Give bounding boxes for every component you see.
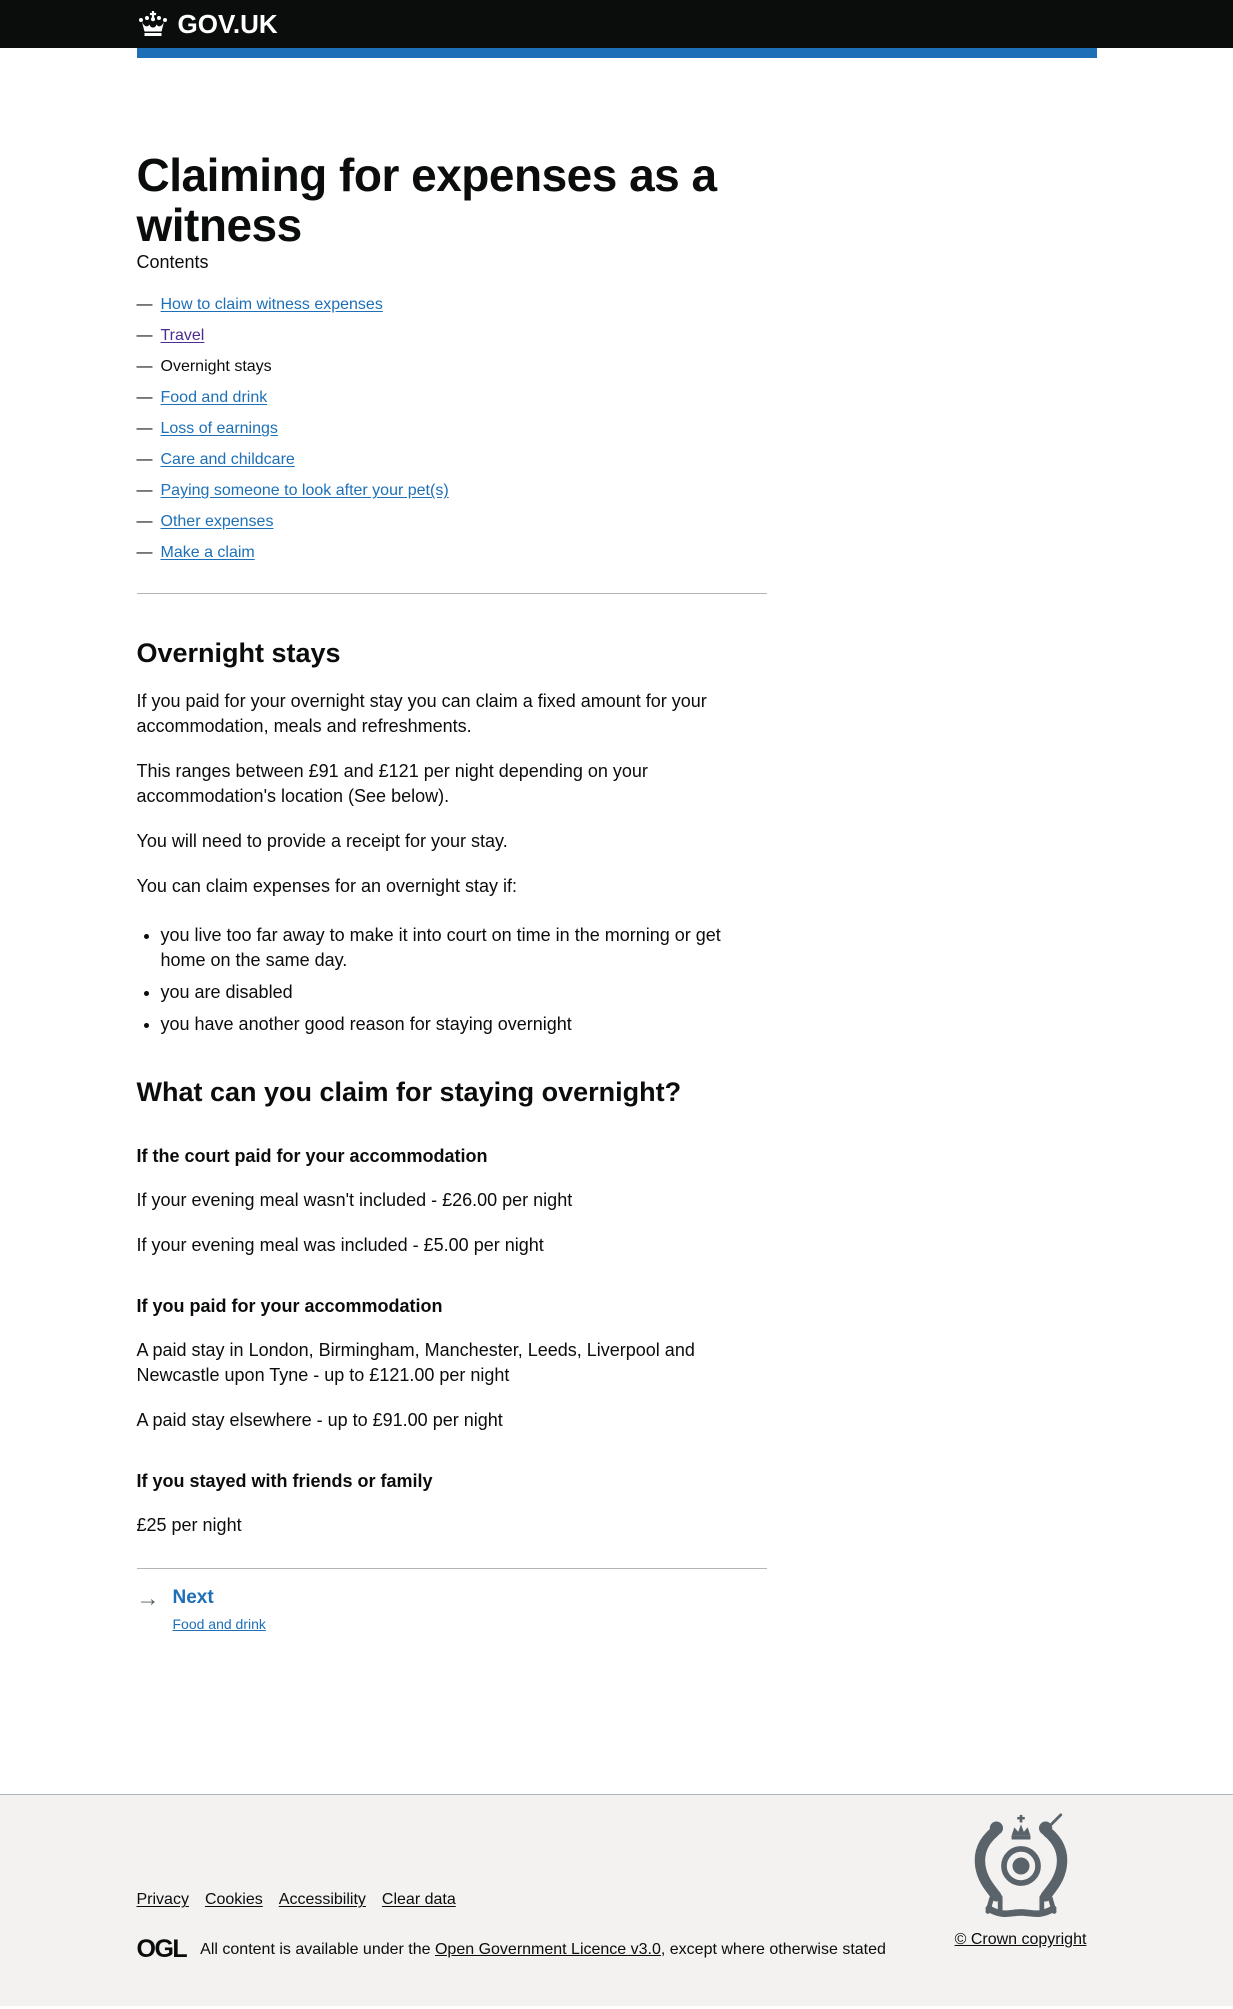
paragraph: You will need to provide a receipt for your stay.: [136, 831, 508, 852]
claim-group-heading: If you paid for your accommodation: [136, 1296, 443, 1317]
ogl-licence-link[interactable]: Open Government Licence v3.0: [434, 1940, 661, 1958]
contents-link[interactable]: How to claim witness expenses: [160, 296, 383, 314]
contents-link[interactable]: Care and childcare: [160, 451, 295, 469]
subsection-heading: What can you claim for staying overnight?: [136, 1077, 682, 1108]
pagination-labels: [173, 1587, 266, 1634]
pagination-divider: [137, 1568, 767, 1569]
arrow-right-icon: →: [136, 1585, 160, 1612]
licence-prefix: All content is available under the: [200, 1940, 435, 1958]
dash: —: [136, 544, 153, 562]
licence-suffix: , except where otherwise stated: [660, 1940, 886, 1958]
contents-current-page: Overnight stays: [160, 358, 272, 376]
contents-link[interactable]: Food and drink: [160, 389, 268, 407]
licence-text: [200, 1941, 886, 1959]
claim-group-heading: If the court paid for your accommodation: [136, 1146, 488, 1167]
section-heading: Overnight stays: [136, 638, 341, 669]
claim-groups: [137, 1144, 767, 1538]
crown-icon: [137, 11, 169, 37]
paragraph: This ranges between £91 and £121 per night depending on your accommodation's location (See below).: [136, 761, 648, 807]
bullet-item: • you have another good reason for staying overnight: [161, 1012, 767, 1037]
pagination-next[interactable]: [137, 1587, 767, 1634]
bullet-list: [137, 923, 767, 1037]
dash: —: [136, 358, 153, 376]
crown-copyright-link[interactable]: © Crown copyright: [954, 1931, 1087, 1949]
dash: —: [136, 327, 153, 345]
contents-item: [137, 388, 767, 408]
page-title: Claiming for expenses as a witness: [136, 149, 717, 252]
next-link[interactable]: Next: [172, 1587, 214, 1609]
footer-link[interactable]: Cookies: [204, 1891, 263, 1909]
paragraph: £25 per night: [136, 1515, 242, 1536]
dash: —: [136, 389, 153, 407]
contents-label: Contents: [136, 252, 209, 273]
contents-item: [137, 419, 767, 439]
contents-link[interactable]: Paying someone to look after your pet(s): [160, 482, 449, 500]
contents-item: [137, 357, 767, 377]
govuk-footer: [0, 1794, 1233, 2006]
govuk-header: [0, 0, 1233, 48]
contents-link[interactable]: Loss of earnings: [160, 420, 278, 438]
contents-list: [137, 295, 767, 563]
contents-item: [137, 295, 767, 315]
section-divider: [137, 593, 767, 594]
govuk-logo-text: GOV.UK: [177, 8, 278, 39]
bullet-item: • you live too far away to make it into court on time in the morning or get home on the same day.: [161, 923, 767, 973]
contents-item: [137, 543, 767, 563]
dash: —: [136, 513, 153, 531]
contents-item: [137, 326, 767, 346]
paragraph: A paid stay elsewhere - up to £91.00 per night: [136, 1410, 503, 1431]
contents-link[interactable]: Make a claim: [160, 544, 255, 562]
bullet-item: • you are disabled: [161, 980, 767, 1005]
contents-item: [137, 512, 767, 532]
footer-link[interactable]: Accessibility: [278, 1891, 366, 1909]
govuk-logo-link[interactable]: [137, 9, 278, 40]
dash: —: [136, 296, 153, 314]
footer-copyright-block: [945, 1813, 1097, 1949]
next-target-link[interactable]: Food and drink: [172, 1616, 266, 1633]
paragraph: If your evening meal wasn't included - £26.00 per night: [136, 1190, 573, 1211]
section-intro: [137, 689, 767, 899]
main-content: [137, 150, 1097, 1634]
paragraph: If your evening meal was included - £5.00 per night: [136, 1235, 544, 1256]
contents-link[interactable]: Travel: [160, 327, 205, 345]
paragraph: A paid stay in London, Birmingham, Manchester, Leeds, Liverpool and Newcastle upon Tyne - up to £121.00 per night: [136, 1340, 695, 1386]
footer-link[interactable]: Clear data: [381, 1891, 456, 1909]
claim-group-heading: If you stayed with friends or family: [136, 1471, 433, 1492]
royal-coat-of-arms: [964, 1813, 1078, 1919]
paragraph: If you paid for your overnight stay you can claim a fixed amount for your accommodation, meals and refreshments.: [136, 691, 707, 737]
paragraph: You can claim expenses for an overnight stay if:: [136, 876, 518, 897]
contents-item: [137, 450, 767, 470]
ogl-logo: OGL: [136, 1935, 187, 1964]
dash: —: [136, 482, 153, 500]
header-accent-bar: [0, 48, 1233, 58]
footer-link[interactable]: Privacy: [136, 1891, 189, 1909]
dash: —: [136, 451, 153, 469]
dash: —: [136, 420, 153, 438]
contents-link[interactable]: Other expenses: [160, 513, 274, 531]
contents-item: [137, 481, 767, 501]
